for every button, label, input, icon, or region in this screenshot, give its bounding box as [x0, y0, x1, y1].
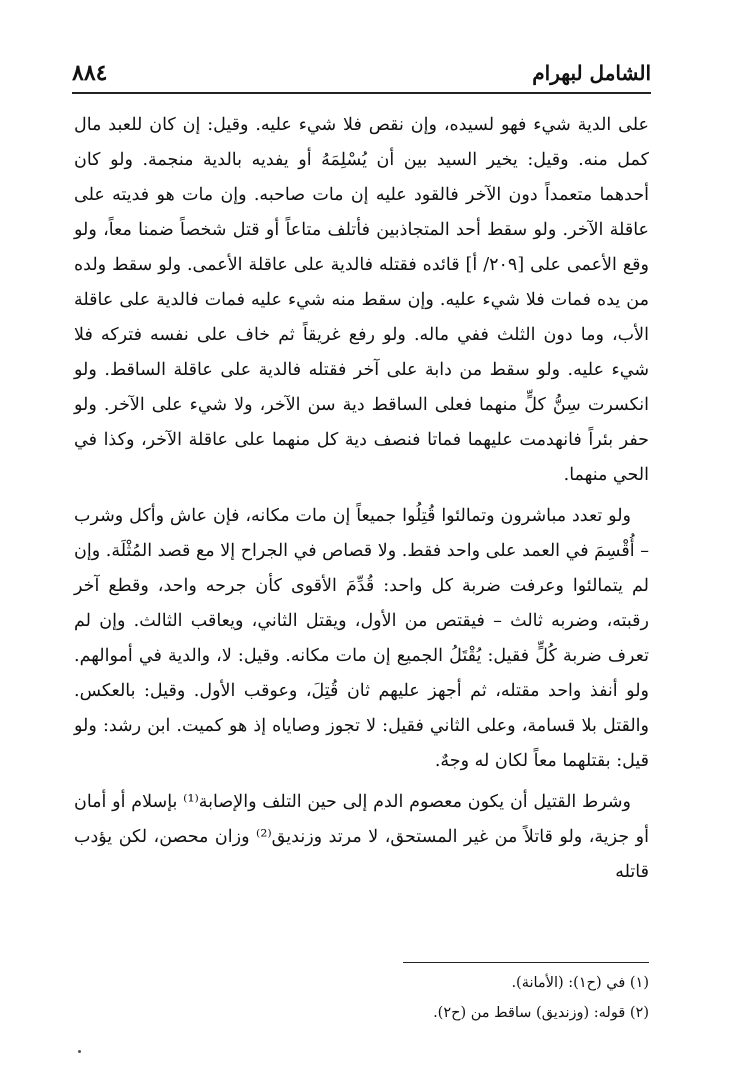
- scan-speck: [78, 1050, 81, 1053]
- paragraph-2: ولو تعدد مباشرون وتمالئوا قُتِلُوا جميعاً إن مات مكانه، فإن عاش وأكل وشرب – أُقْسِمَ في العمد على واحد فقط. ولا قصاص في الجراح إلا مع قصد المُثْلَة. وإن لم يتمالئوا وعرفت ضربة كل واحد: قُدِّمَ الأقوى كأن جرحه واحد، وقطع آخر رقبته، وضربه ثالث – فيقتص من الأول، ويقتل الثاني، ويعاقب الثالث. وإن لم تعرف ضربة كُلٍّ فقيل: يُقْتَلُ الجميع إن مات مكانه. وقيل: لا، والدية في أموالهم. ولو أنفذ واحد مقتله، ثم أجهز عليهم ثان قُتِلَ، وعوقب الأول. وقيل: بالعكس. والقتل بلا قسامة، وعلى الثاني فقيل: لا تجوز وصاياه إذ هو كميت. ابن رشد: ولو قيل: بقتلهما معاً لكان له وجهٌ.: [74, 506, 649, 771]
- running-title: الشامل لبهرام: [532, 61, 651, 85]
- footnotes: [74, 968, 649, 1028]
- page-header: [72, 58, 651, 94]
- paragraph-3: وشرط القتيل أن يكون معصوم الدم إلى حين التلف والإصابة⁽¹⁾ بإسلام أو أمان أو جزية، ولو قاتلاً من غير المستحق، لا مرتد وزنديق⁽²⁾ وزان محصن، لكن يؤدب قاتله: [74, 792, 649, 882]
- main-text: [74, 108, 649, 890]
- header-rule: [72, 92, 651, 94]
- paragraph-1: على الدية شيء فهو لسيده، وإن نقص فلا شيء عليه. وقيل: إن كان للعبد مال كمل منه. وقيل: يخير السيد بين أن يُسْلِمَهُ أو يفديه بالدية منجمة. ولو كان أحدهما متعمداً دون الآخر فالقود عليه إن مات صاحبه. وإن مات هو فديته على عاقلة الآخر. ولو سقط أحد المتجاذبين فأتلف متاعاً أو قتل شخصاً ضمنا معاً، ولو وقع الأعمى على [٢٠٩/ أ] قائده فقتله فالدية على عاقلة الأعمى. ولو سقط ولده من يده فمات فلا شيء عليه. وإن سقط منه شيء عليه فمات فالدية على عاقلة الأب، وما دون الثلث ففي ماله. ولو رفع غريقاً ثم خاف على نفسه فتركه فلا شيء عليه. ولو سقط من دابة على آخر فقتله فالدية على عاقلة الساقط. ولو انكسرت سِنُّ كلٍّ منهما فعلى الساقط دية سن الآخر، ولا شيء على الآخر. ولو حفر بئراً فانهدمت عليهما فماتا فنصف دية كل منهما على عاقلة الآخر، وكذا في الحي منهما.: [74, 115, 649, 485]
- footnote-2: (٢) قوله: (وزنديق) ساقط من (ح٢).: [433, 1005, 649, 1021]
- footnote-separator: [403, 962, 649, 963]
- page-number: ٨٨٤: [72, 60, 108, 86]
- footnote-1: (١) في (ح١): (الأمانة).: [511, 975, 649, 991]
